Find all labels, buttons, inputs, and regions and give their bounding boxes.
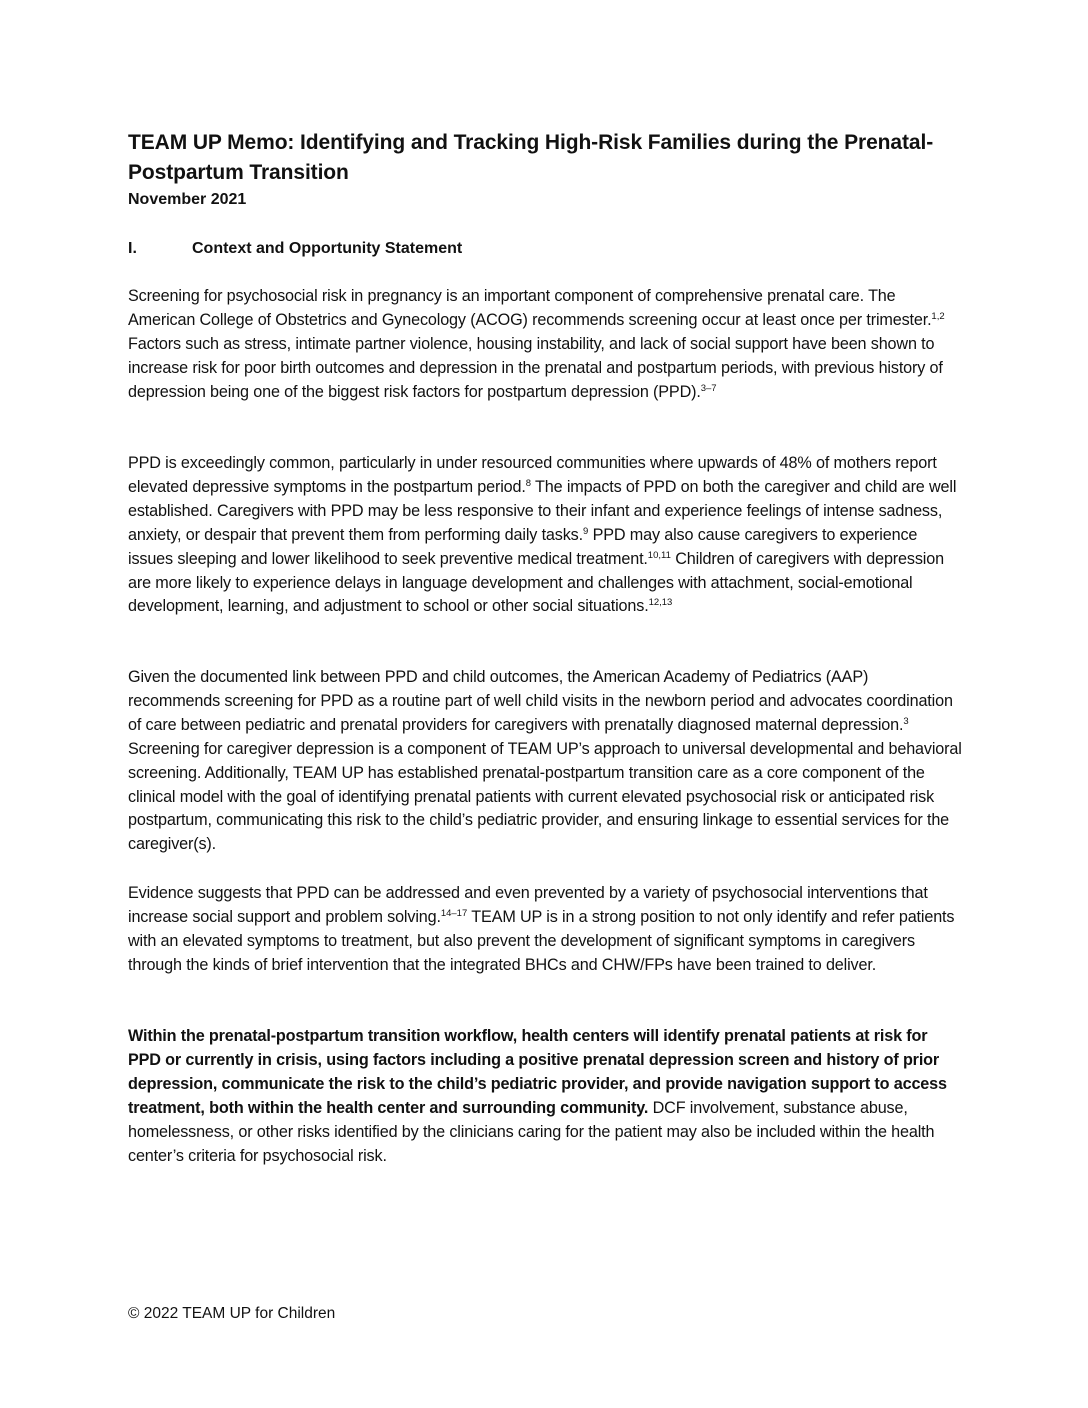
- citation: 3: [903, 715, 909, 727]
- paragraph-text: Factors such as stress, intimate partner violence, housing instability, and lack of social support have been shown to increase risk for poor birth outcomes and depression in the prenatal and postpartum periods, with previous history of depression being one of the biggest risk factors for postpartum depression (PPD).: [128, 334, 943, 401]
- paragraph-text: The impacts of PPD on both the caregiver and child are well established. Caregivers with PPD may be less responsive to their infant and experience feelings of intense sadness, anxiety, or despair that prevent them from performing daily tasks.: [128, 477, 957, 544]
- section-heading: [128, 238, 948, 260]
- paragraph-text: Evidence suggests that PPD can be addressed and even prevented by a variety of psychosocial interventions that increase social support and problem solving.: [128, 884, 928, 926]
- paragraph-evidence: [128, 882, 962, 978]
- paragraph-text: PPD may also cause caregivers to experience issues sleeping and lower likelihood to seek preventive medical treatment.: [128, 525, 918, 568]
- citation: 14–17: [440, 907, 468, 919]
- paragraph-text: Children of caregivers with depression are more likely to experience delays in language development and challenges with attachment, social-emotional development, learning, and adjustment to school or other social situations.: [128, 549, 944, 616]
- citation: 12,13: [648, 597, 673, 609]
- citation: 3–7: [700, 382, 717, 394]
- section-title: Context and Opportunity Statement: [192, 240, 463, 257]
- paragraph-emphasis: Within the prenatal-postpartum transition workflow, health centers will identify prenatal patients at risk for PPD or currently in crisis, using factors including a positive prenatal depression screen and history of prior depression, communicate the risk to the child’s pediatric provider, and provide navigation support to access treatment, both within the health center and surrounding community.: [128, 1027, 947, 1117]
- paragraph-workflow: [128, 1025, 962, 1168]
- memo-title: TEAM UP Memo: Identifying and Tracking High-Risk Families during the Prenatal-Postpartum Transition: [128, 131, 934, 184]
- paragraph-text: Screening for psychosocial risk in pregnancy is an important component of comprehensive prenatal care. The American College of Obstetrics and Gynecology (ACOG) recommends screening occur at least once per trimester.: [128, 287, 932, 329]
- paragraph-ppd-impact: [128, 452, 962, 619]
- paragraph-aap-recommendation: [128, 666, 962, 857]
- citation: 9: [582, 525, 589, 537]
- footer-copyright: © 2022 TEAM UP for Children: [128, 1305, 336, 1322]
- paragraph-screening: [128, 285, 962, 405]
- paragraph-text: Given the documented link between PPD and child outcomes, the American Academy of Pediatrics (AAP) recommends screening for PPD as a routine part of well child visits in the newborn period and advocates coordination of care between pediatric and prenatal providers for caregivers with prenatally diagnosed maternal depression.: [128, 668, 953, 734]
- paragraph-text: TEAM UP is in a strong position to not only identify and refer patients with an elevated symptoms to treatment, but also prevent the development of significant symptoms in caregivers through the kinds of brief intervention that the integrated BHCs and CHW/FPs have been trained to deliver.: [128, 907, 955, 974]
- citation: 1,2: [931, 310, 945, 322]
- citation: 8: [525, 477, 531, 489]
- paragraph-text: PPD is exceedingly common, particularly in under resourced communities where upwards of 48% of mothers report elevated depressive symptoms in the postpartum period.: [128, 454, 937, 496]
- paragraph-text: Screening for caregiver depression is a component of TEAM UP’s approach to universal developmental and behavioral screening. Additionally, TEAM UP has established prenatal-postpartum transition care as a core component of the clinical model with the goal of identifying prenatal patients with current elevated psychosocial risk or anticipated risk postpartum, communicating this risk to the child’s pediatric provider, and ensuring linkage to essential services for the caregiver(s).: [128, 739, 962, 854]
- paragraph-text: DCF involvement, substance abuse, homelessness, or other risks identified by the clinicians caring for the patient may also be included within the health center’s criteria for psychosocial risk.: [128, 1098, 935, 1165]
- memo-date: November 2021: [128, 191, 247, 208]
- citation: 10,11: [647, 549, 671, 561]
- section-number: I.: [128, 240, 137, 257]
